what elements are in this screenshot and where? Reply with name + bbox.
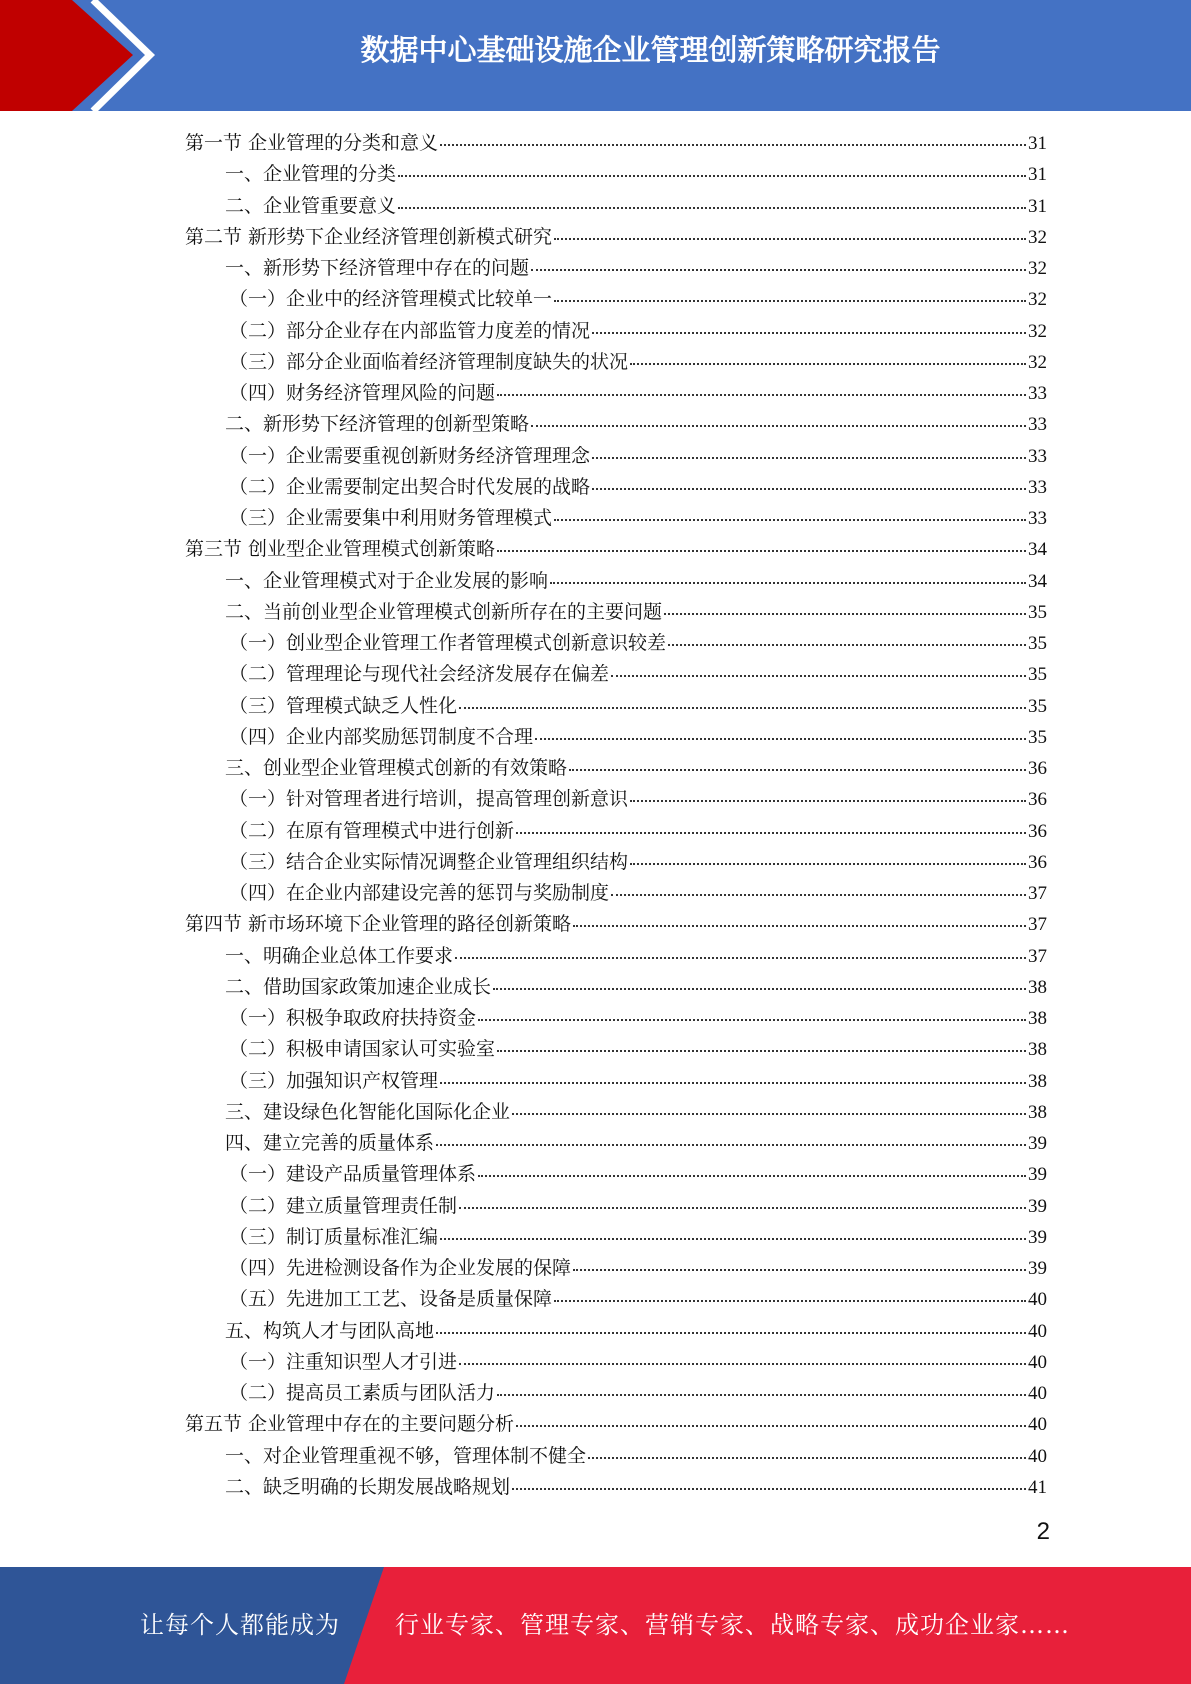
toc-entry-title: （二）在原有管理模式中进行创新 [229, 819, 515, 842]
toc-dot-leader [592, 331, 1026, 334]
toc-entry-page: 36 [1028, 820, 1047, 842]
toc-entry-title: 第五节 企业管理中存在的主要问题分析 [185, 1413, 515, 1436]
page-header [0, 0, 1191, 111]
toc-entry-page: 32 [1028, 226, 1047, 248]
toc-dot-leader [573, 1268, 1026, 1271]
toc-entry[interactable] [185, 253, 1047, 284]
toc-dot-leader [531, 268, 1026, 271]
toc-dot-leader [516, 831, 1026, 834]
toc-entry-page: 32 [1028, 351, 1047, 373]
toc-dot-leader [459, 1206, 1026, 1209]
toc-dot-leader [554, 299, 1026, 302]
toc-dot-leader [535, 737, 1026, 740]
toc-dot-leader [573, 924, 1026, 927]
toc-entry-page: 34 [1028, 570, 1047, 592]
toc-dot-leader [440, 1081, 1026, 1084]
toc-entry-page: 33 [1028, 476, 1047, 498]
toc-dot-leader [569, 768, 1026, 771]
toc-entry-title: 二、缺乏明确的长期发展战略规划 [225, 1475, 511, 1498]
toc-entry-page: 40 [1028, 1351, 1047, 1373]
toc-entry[interactable] [185, 1472, 1047, 1503]
toc-entry-title: 第一节 企业管理的分类和意义 [185, 132, 439, 154]
toc-entry[interactable] [185, 1097, 1047, 1128]
toc-entry-title: （四）企业内部奖励惩罚制度不合理 [229, 725, 534, 748]
toc-dot-leader [497, 549, 1026, 552]
toc-entry-title: （三）制订质量标准汇编 [229, 1225, 439, 1248]
toc-entry[interactable] [185, 472, 1047, 503]
toc-dot-leader [398, 206, 1026, 209]
toc-dot-leader [436, 1331, 1026, 1334]
toc-entry[interactable] [185, 1284, 1047, 1315]
toc-entry[interactable] [185, 1316, 1047, 1347]
toc-entry[interactable] [185, 972, 1047, 1003]
toc-entry[interactable] [185, 1128, 1047, 1159]
toc-entry-page: 33 [1028, 383, 1047, 404]
toc-dot-leader [554, 1299, 1026, 1302]
toc-entry-title: （三）企业需要集中利用财务管理模式 [229, 507, 553, 529]
toc-entry-page: 40 [1028, 1289, 1047, 1311]
toc-entry[interactable] [185, 409, 1047, 440]
toc-dot-leader [611, 893, 1026, 896]
toc-entry-title: 二、企业管重要意义 [225, 194, 397, 217]
toc-entry-title: 五、构筑人才与团队高地 [225, 1319, 435, 1342]
toc-entry[interactable] [185, 909, 1047, 940]
toc-entry-page: 32 [1028, 320, 1047, 342]
toc-entry-page: 39 [1028, 1133, 1047, 1154]
toc-entry[interactable] [185, 1378, 1047, 1409]
toc-dot-leader [497, 393, 1026, 396]
toc-dot-leader [455, 956, 1026, 959]
toc-entry[interactable] [185, 628, 1047, 659]
toc-dot-leader [592, 487, 1026, 490]
toc-entry-page: 39 [1028, 1195, 1047, 1217]
toc-entry[interactable] [185, 1409, 1047, 1440]
toc-entry[interactable] [185, 597, 1047, 628]
toc-entry-title: 三、创业型企业管理模式创新的有效策略 [225, 757, 568, 779]
toc-entry-title: 二、当前创业型企业管理模式创新所存在的主要问题 [225, 600, 663, 623]
toc-entry-title: 一、企业管理的分类 [225, 163, 397, 186]
toc-dot-leader [630, 799, 1026, 802]
toc-entry-page: 31 [1028, 195, 1047, 217]
toc-entry-page: 40 [1028, 1320, 1047, 1342]
toc-entry-title: （四）先进检测设备作为企业发展的保障 [229, 1257, 572, 1279]
toc-entry-title: 第四节 新市场环境下企业管理的路径创新策略 [185, 913, 572, 936]
toc-entry[interactable] [185, 284, 1047, 315]
toc-entry[interactable] [185, 191, 1047, 222]
toc-dot-leader [554, 237, 1026, 240]
toc-entry-page: 32 [1028, 258, 1047, 279]
toc-entry-page: 37 [1028, 914, 1047, 936]
toc-dot-leader [531, 424, 1026, 427]
toc-entry-page: 40 [1028, 1445, 1047, 1467]
toc-entry-page: 35 [1028, 664, 1047, 686]
toc-entry[interactable] [185, 316, 1047, 347]
toc-dot-leader [493, 987, 1026, 990]
toc-entry-title: 三、建设绿色化智能化国际化企业 [225, 1100, 511, 1123]
toc-entry-title: （三）管理模式缺乏人性化 [229, 694, 458, 717]
toc-entry-page: 39 [1028, 1258, 1047, 1279]
toc-entry-title: 一、企业管理模式对于企业发展的影响 [225, 569, 549, 592]
toc-dot-leader [630, 862, 1026, 865]
toc-entry-page: 41 [1028, 1476, 1047, 1498]
toc-entry-page: 37 [1028, 945, 1047, 967]
toc-entry[interactable] [185, 378, 1047, 409]
toc-entry-title: （二）提高员工素质与团队活力 [229, 1382, 496, 1404]
footer-slogan-right: 行业专家、管理专家、营销专家、战略专家、成功企业家…… [395, 1611, 1070, 1639]
toc-dot-leader [630, 362, 1026, 365]
toc-entry-page: 36 [1028, 758, 1047, 779]
toc-dot-leader [512, 1487, 1026, 1490]
toc-entry-page: 35 [1028, 601, 1047, 623]
toc-entry-title: （三）加强知识产权管理 [229, 1069, 439, 1092]
toc-entry[interactable] [185, 128, 1047, 159]
toc-entry-title: 一、明确企业总体工作要求 [225, 944, 454, 967]
toc-entry-page: 32 [1028, 289, 1047, 311]
toc-dot-leader [440, 143, 1026, 146]
toc-entry[interactable] [185, 1222, 1047, 1253]
footer-slogan-left: 让每个人都能成为 [140, 1611, 340, 1639]
toc-dot-leader [512, 1112, 1026, 1115]
toc-entry-page: 36 [1028, 789, 1047, 811]
toc-entry-page: 38 [1028, 1070, 1047, 1092]
toc-entry[interactable] [185, 534, 1047, 565]
toc-entry[interactable] [185, 503, 1047, 534]
toc-dot-leader [554, 518, 1026, 521]
toc-entry-title: （二）企业需要制定出契合时代发展的战略 [229, 475, 591, 498]
toc-entry[interactable] [185, 941, 1047, 972]
toc-entry-title: （二）部分企业存在内部监管力度差的情况 [229, 319, 591, 342]
toc-entry[interactable] [185, 753, 1047, 784]
toc-entry-title: 二、借助国家政策加速企业成长 [225, 975, 492, 998]
toc-entry[interactable] [185, 878, 1047, 909]
toc-entry[interactable] [185, 784, 1047, 815]
toc-entry[interactable] [185, 691, 1047, 722]
toc-entry-page: 40 [1028, 1414, 1047, 1436]
toc-entry-title: （一）积极争取政府扶持资金 [229, 1007, 477, 1029]
toc-entry-title: （一）企业中的经济管理模式比较单一 [229, 288, 553, 311]
toc-entry[interactable] [185, 1034, 1047, 1065]
toc-entry[interactable] [185, 1441, 1047, 1472]
toc-entry[interactable] [185, 722, 1047, 753]
toc-entry-title: （一）建设产品质量管理体系 [229, 1163, 477, 1186]
page-number: 2 [1036, 1518, 1050, 1545]
toc-entry-page: 38 [1028, 1008, 1047, 1029]
toc-entry[interactable] [185, 659, 1047, 690]
toc-entry-page: 38 [1028, 1039, 1047, 1061]
report-title: 数据中心基础设施企业管理创新策略研究报告 [360, 33, 941, 67]
toc-entry-page: 31 [1028, 133, 1047, 154]
toc-entry-page: 31 [1028, 164, 1047, 186]
toc-entry-title: （三）部分企业面临着经济管理制度缺失的状况 [229, 350, 629, 373]
toc-dot-leader [497, 1393, 1026, 1396]
toc-dot-leader [668, 643, 1026, 646]
toc-entry[interactable] [185, 1003, 1047, 1034]
toc-entry-page: 35 [1028, 695, 1047, 717]
toc-entry[interactable] [185, 566, 1047, 597]
toc-dot-leader [611, 674, 1026, 677]
toc-dot-leader [516, 1424, 1026, 1427]
toc-entry[interactable] [185, 1253, 1047, 1284]
toc-entry[interactable] [185, 222, 1047, 253]
toc-entry-page: 33 [1028, 414, 1047, 436]
toc-dot-leader [459, 1362, 1026, 1365]
toc-entry-page: 33 [1028, 445, 1047, 467]
toc-dot-leader [550, 581, 1026, 584]
toc-entry-page: 36 [1028, 851, 1047, 873]
toc-dot-leader [588, 1456, 1026, 1459]
toc-dot-leader [398, 174, 1026, 177]
toc-entry[interactable] [185, 816, 1047, 847]
toc-entry-page: 39 [1028, 1226, 1047, 1248]
toc-entry[interactable] [185, 441, 1047, 472]
toc-dot-leader [436, 1143, 1026, 1146]
toc-dot-leader [440, 1237, 1026, 1240]
toc-entry-title: （一）针对管理者进行培训，提高管理创新意识 [229, 788, 629, 811]
toc-dot-leader [592, 456, 1026, 459]
toc-entry-title: 第二节 新形势下企业经济管理创新模式研究 [185, 225, 553, 248]
toc-dot-leader [459, 706, 1026, 709]
toc-entry-page: 35 [1028, 726, 1047, 748]
toc-dot-leader [478, 1174, 1026, 1177]
toc-entry-page: 33 [1028, 508, 1047, 529]
toc-entry[interactable] [185, 1191, 1047, 1222]
toc-entry-title: （四）财务经济管理风险的问题 [229, 382, 496, 404]
toc-dot-leader [478, 1018, 1026, 1021]
toc-entry-page: 39 [1028, 1164, 1047, 1186]
table-of-contents [185, 128, 1047, 1503]
toc-entry-title: 四、建立完善的质量体系 [225, 1132, 435, 1154]
toc-entry-title: （一）注重知识型人才引进 [229, 1350, 458, 1373]
toc-entry[interactable] [185, 159, 1047, 190]
toc-entry-title: （一）企业需要重视创新财务经济管理理念 [229, 444, 591, 467]
toc-entry-title: 一、新形势下经济管理中存在的问题 [225, 257, 530, 279]
toc-entry-title: （四）在企业内部建设完善的惩罚与奖励制度 [229, 882, 610, 904]
page-footer [0, 1567, 1191, 1684]
toc-entry-page: 35 [1028, 633, 1047, 654]
toc-entry-page: 38 [1028, 1101, 1047, 1123]
toc-entry-page: 34 [1028, 539, 1047, 561]
toc-entry-title: （二）建立质量管理责任制 [229, 1194, 458, 1217]
toc-dot-leader [664, 612, 1026, 615]
toc-entry-page: 40 [1028, 1383, 1047, 1404]
toc-entry-title: 一、对企业管理重视不够，管理体制不健全 [225, 1444, 587, 1467]
toc-entry[interactable] [185, 347, 1047, 378]
toc-entry-title: （三）结合企业实际情况调整企业管理组织结构 [229, 850, 629, 873]
toc-entry-title: （二）管理理论与现代社会经济发展存在偏差 [229, 663, 610, 686]
toc-entry-title: 第三节 创业型企业管理模式创新策略 [185, 538, 496, 561]
toc-entry[interactable] [185, 1159, 1047, 1190]
toc-entry-title: （二）积极申请国家认可实验室 [229, 1038, 496, 1061]
toc-entry-title: （五）先进加工工艺、设备是质量保障 [229, 1288, 553, 1311]
toc-entry-title: （一）创业型企业管理工作者管理模式创新意识较差 [229, 632, 667, 654]
toc-entry[interactable] [185, 1066, 1047, 1097]
toc-entry-title: 二、新形势下经济管理的创新型策略 [225, 413, 530, 436]
toc-entry-page: 37 [1028, 883, 1047, 904]
toc-entry[interactable] [185, 1347, 1047, 1378]
toc-entry-page: 38 [1028, 976, 1047, 998]
toc-entry[interactable] [185, 847, 1047, 878]
toc-dot-leader [497, 1049, 1026, 1052]
